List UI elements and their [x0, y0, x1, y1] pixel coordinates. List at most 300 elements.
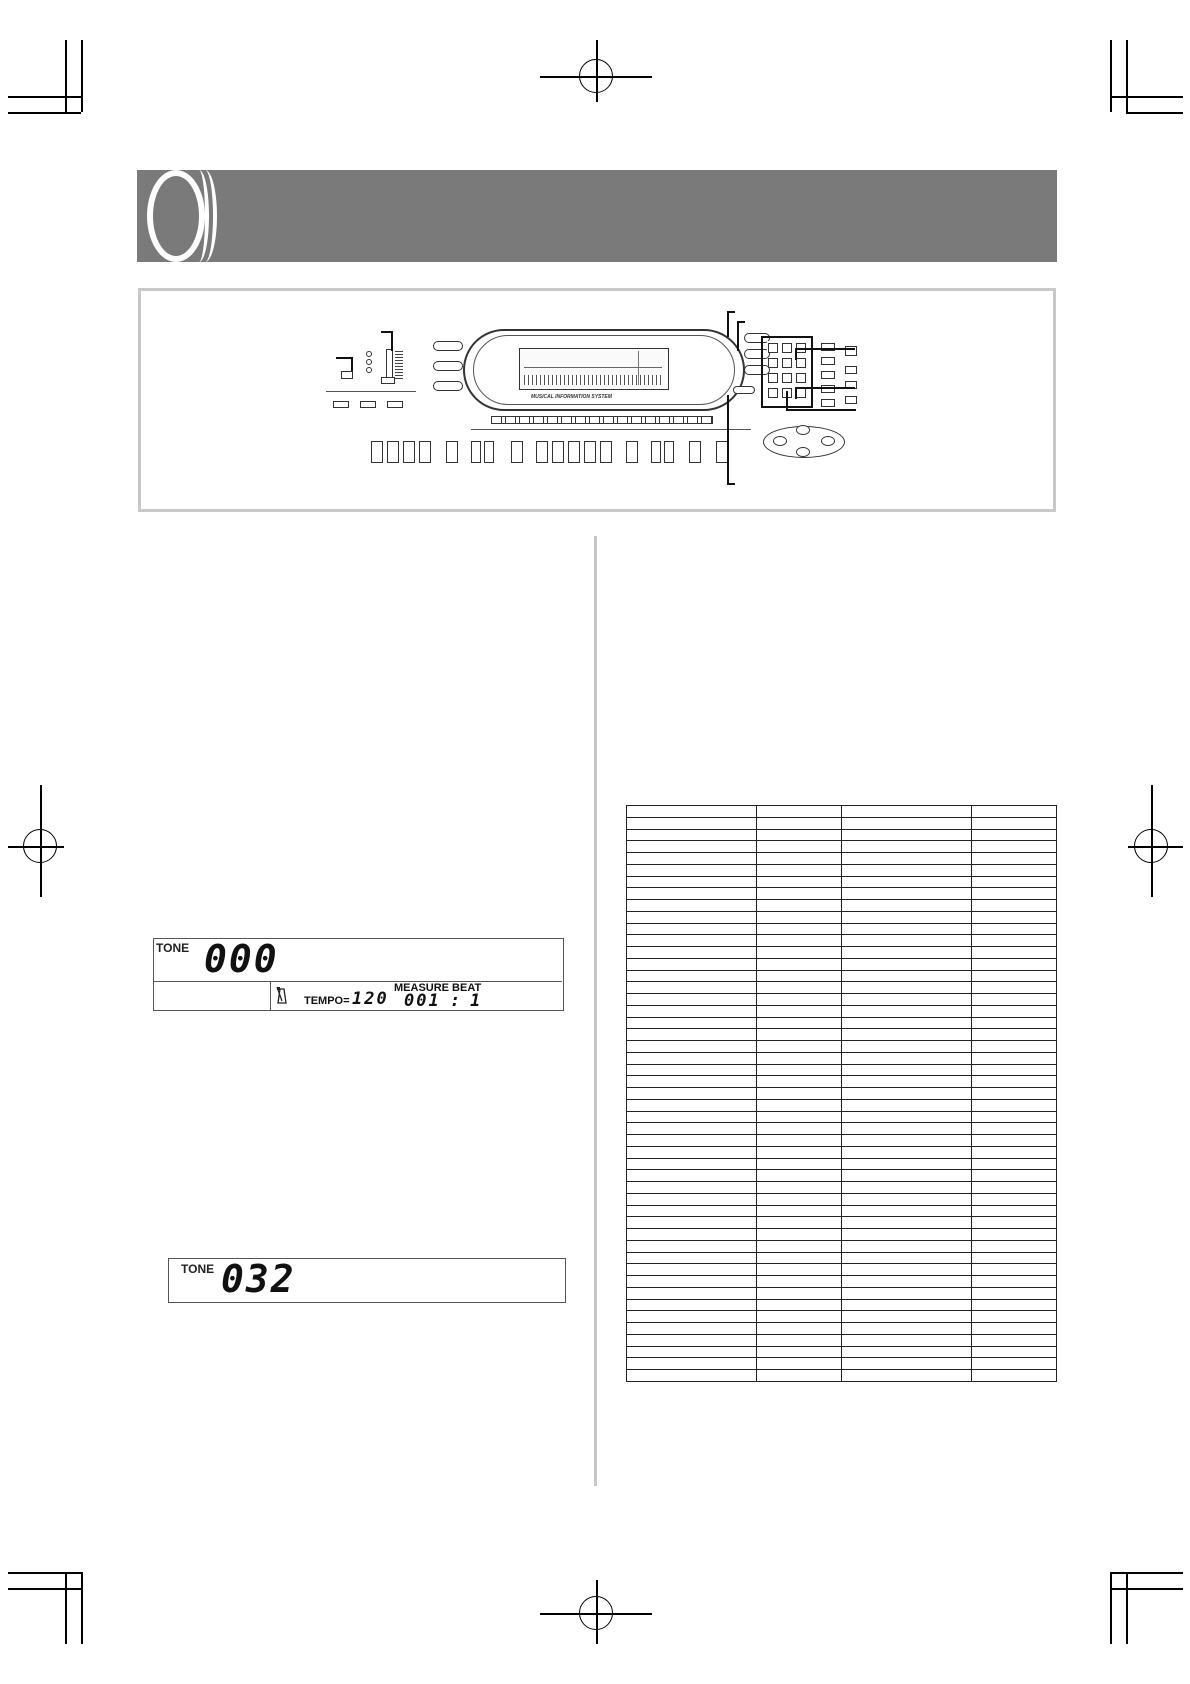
crop-mark: [65, 1572, 67, 1644]
table-cell: [757, 1240, 842, 1252]
table-cell: [627, 1276, 757, 1288]
table-row: [627, 1099, 1057, 1111]
table-cell: [627, 1146, 757, 1158]
table-cell: [757, 994, 842, 1006]
left-function-button: [433, 381, 463, 391]
table-cell: [757, 911, 842, 923]
table-cell: [842, 1088, 972, 1100]
tempo-value: 120: [352, 989, 389, 1009]
table-cell: [842, 1358, 972, 1370]
table-cell: [972, 1370, 1057, 1382]
cursor-right-button: [821, 436, 835, 446]
bottom-button: [600, 441, 612, 463]
crop-mark: [1110, 1572, 1112, 1644]
callout-line: [727, 311, 735, 313]
table-cell: [842, 1170, 972, 1182]
table-cell: [757, 817, 842, 829]
table-cell: [972, 864, 1057, 876]
callout-line: [737, 321, 739, 351]
table-cell: [842, 958, 972, 970]
bottom-button: [471, 441, 481, 463]
lcd-screen: [519, 348, 669, 390]
bottom-button: [387, 441, 399, 463]
crop-mark: [81, 1572, 83, 1644]
table-row: [627, 1064, 1057, 1076]
table-cell: [757, 935, 842, 947]
table-row: [627, 806, 1057, 818]
tone-label: TONE: [181, 1262, 215, 1276]
bottom-button: [568, 441, 580, 463]
tone-list-table: [626, 805, 1057, 1382]
table-cell: [842, 970, 972, 982]
table-cell: [972, 958, 1057, 970]
table-cell: [972, 876, 1057, 888]
table-row: [627, 1076, 1057, 1088]
table-cell: [972, 1334, 1057, 1346]
crop-mark: [1110, 1588, 1183, 1590]
table-cell: [627, 1370, 757, 1382]
table-row: [627, 1005, 1057, 1017]
table-cell: [842, 817, 972, 829]
crop-mark: [8, 112, 81, 114]
table-cell: [972, 817, 1057, 829]
table-cell: [972, 1005, 1057, 1017]
table-row: [627, 923, 1057, 935]
bottom-button: [536, 441, 548, 463]
bottom-button: [511, 441, 523, 463]
table-cell: [627, 1170, 757, 1182]
crop-mark: [1126, 40, 1128, 112]
table-cell: [842, 1240, 972, 1252]
table-cell: [627, 970, 757, 982]
table-row: [627, 1041, 1057, 1053]
crop-mark: [81, 40, 83, 112]
table-row: [627, 1217, 1057, 1229]
table-cell: [972, 1323, 1057, 1335]
measure-beat-separator: :: [450, 991, 463, 1011]
table-cell: [757, 1276, 842, 1288]
table-cell: [757, 1146, 842, 1158]
metronome-button: [333, 401, 349, 408]
table-cell: [627, 1287, 757, 1299]
cursor-left-button: [773, 436, 787, 446]
lcd-divider-horizontal: [154, 981, 562, 982]
table-cell: [842, 1182, 972, 1194]
table-cell: [842, 900, 972, 912]
table-cell: [842, 1217, 972, 1229]
table-cell: [972, 970, 1057, 982]
table-cell: [757, 829, 842, 841]
table-cell: [627, 994, 757, 1006]
table-cell: [842, 1193, 972, 1205]
crop-mark: [8, 1588, 81, 1590]
small-button: [381, 377, 395, 384]
table-cell: [842, 1276, 972, 1288]
table-cell: [627, 1029, 757, 1041]
panel-divider: [326, 391, 416, 392]
callout-line: [727, 311, 729, 337]
table-cell: [972, 1158, 1057, 1170]
table-row: [627, 1240, 1057, 1252]
table-row: [627, 864, 1057, 876]
table-cell: [627, 1346, 757, 1358]
number-key: [768, 373, 778, 383]
table-cell: [842, 1029, 972, 1041]
mode-led: [366, 367, 372, 373]
table-cell: [972, 1135, 1057, 1147]
tempo-label: TEMPO=: [304, 995, 350, 1007]
table-cell: [972, 900, 1057, 912]
table-row: [627, 970, 1057, 982]
keyboard-panel-illustration: [138, 288, 1056, 512]
callout-line: [336, 357, 353, 359]
table-row: [627, 1299, 1057, 1311]
table-row: [627, 958, 1057, 970]
lcd-display-tone-032: [168, 1258, 566, 1303]
table-cell: [972, 994, 1057, 1006]
crop-mark: [1110, 96, 1183, 98]
crop-mark: [1110, 1572, 1183, 1574]
table-cell: [627, 911, 757, 923]
panel-brand-text: MUSICAL INFORMATION SYSTEM: [531, 394, 612, 400]
table-cell: [972, 829, 1057, 841]
table-cell: [627, 1205, 757, 1217]
table-cell: [842, 982, 972, 994]
table-cell: [757, 1311, 842, 1323]
table-cell: [627, 829, 757, 841]
table-cell: [972, 1217, 1057, 1229]
crop-mark: [8, 1572, 81, 1574]
crop-mark: [1110, 40, 1112, 112]
table-cell: [972, 947, 1057, 959]
mode-leds: [366, 351, 372, 357]
table-cell: [627, 923, 757, 935]
table-cell: [757, 1123, 842, 1135]
table-row: [627, 900, 1057, 912]
table-row: [627, 817, 1057, 829]
number-key: [782, 373, 792, 383]
bottom-button: [371, 441, 383, 463]
table-cell: [757, 1064, 842, 1076]
table-cell: [842, 806, 972, 818]
table-cell: [842, 1264, 972, 1276]
right-function-button: [733, 386, 755, 394]
tone-label: TONE: [156, 941, 190, 955]
screen-keyboard-strip: [524, 375, 662, 385]
table-cell: [627, 1229, 757, 1241]
table-cell: [757, 1170, 842, 1182]
number-key: [782, 358, 792, 368]
table-cell: [842, 1064, 972, 1076]
table-cell: [627, 1017, 757, 1029]
number-key: [768, 388, 778, 398]
table-cell: [757, 1217, 842, 1229]
table-cell: [627, 1099, 757, 1111]
left-function-button: [433, 341, 463, 351]
measure-value: 001: [404, 991, 441, 1011]
table-cell: [972, 1299, 1057, 1311]
table-cell: [972, 841, 1057, 853]
table-cell: [757, 1158, 842, 1170]
table-cell: [972, 1146, 1057, 1158]
table-cell: [842, 876, 972, 888]
bottom-button: [552, 441, 564, 463]
callout-line: [786, 391, 788, 411]
table-cell: [627, 1182, 757, 1194]
tone-number: 000: [204, 937, 279, 981]
number-key: [796, 358, 806, 368]
table-cell: [757, 1358, 842, 1370]
table-cell: [972, 1111, 1057, 1123]
table-cell: [842, 1205, 972, 1217]
table-cell: [627, 1334, 757, 1346]
table-cell: [842, 1017, 972, 1029]
table-row: [627, 1205, 1057, 1217]
table-row: [627, 1370, 1057, 1382]
table-cell: [627, 1076, 757, 1088]
header-arc-decoration: [193, 170, 217, 262]
side-button: [821, 371, 835, 379]
table-cell: [757, 1052, 842, 1064]
bottom-button: [626, 441, 638, 463]
table-cell: [627, 1088, 757, 1100]
table-cell: [972, 1287, 1057, 1299]
number-key: [768, 343, 778, 353]
callout-line: [727, 483, 735, 485]
table-cell: [757, 1264, 842, 1276]
number-key: [768, 358, 778, 368]
number-key: [796, 373, 806, 383]
table-row: [627, 1229, 1057, 1241]
table-cell: [627, 1111, 757, 1123]
crop-mark: [65, 40, 67, 112]
table-row: [627, 982, 1057, 994]
bottom-button: [664, 441, 674, 463]
table-cell: [757, 841, 842, 853]
table-cell: [842, 1123, 972, 1135]
table-cell: [972, 923, 1057, 935]
table-cell: [842, 911, 972, 923]
table-cell: [972, 1358, 1057, 1370]
table-cell: [972, 1264, 1057, 1276]
table-cell: [842, 1287, 972, 1299]
table-row: [627, 888, 1057, 900]
table-cell: [627, 947, 757, 959]
table-cell: [627, 888, 757, 900]
table-cell: [627, 1311, 757, 1323]
callout-line: [727, 395, 729, 485]
table-cell: [757, 1182, 842, 1194]
table-row: [627, 876, 1057, 888]
volume-slider: [386, 349, 393, 379]
table-row: [627, 1358, 1057, 1370]
table-cell: [972, 853, 1057, 865]
table-cell: [627, 876, 757, 888]
table-cell: [972, 1123, 1057, 1135]
table-cell: [842, 1158, 972, 1170]
table-cell: [972, 1041, 1057, 1053]
table-cell: [972, 1311, 1057, 1323]
table-cell: [757, 947, 842, 959]
measure-beat-label: MEASURE BEAT: [394, 982, 482, 994]
table-row: [627, 1334, 1057, 1346]
table-row: [627, 1158, 1057, 1170]
table-row: [627, 1182, 1057, 1194]
table-cell: [757, 958, 842, 970]
table-cell: [972, 1193, 1057, 1205]
table-cell: [627, 1052, 757, 1064]
table-row: [627, 1170, 1057, 1182]
table-cell: [757, 1099, 842, 1111]
table-row: [627, 829, 1057, 841]
table-cell: [757, 970, 842, 982]
table-row: [627, 1111, 1057, 1123]
section-header-band: [137, 170, 1057, 262]
bottom-button: [651, 441, 661, 463]
bottom-button: [584, 441, 596, 463]
table-cell: [757, 1334, 842, 1346]
table-row: [627, 1052, 1057, 1064]
table-row: [627, 935, 1057, 947]
table-cell: [842, 1111, 972, 1123]
table-cell: [757, 900, 842, 912]
table-cell: [757, 1370, 842, 1382]
table-cell: [757, 1229, 842, 1241]
table-cell: [842, 888, 972, 900]
table-cell: [627, 841, 757, 853]
table-cell: [757, 1346, 842, 1358]
beat-value: 1: [470, 991, 483, 1011]
table-cell: [842, 829, 972, 841]
table-cell: [972, 911, 1057, 923]
table-cell: [757, 1041, 842, 1053]
table-cell: [627, 900, 757, 912]
tone-number: 032: [221, 1257, 296, 1301]
table-row: [627, 1029, 1057, 1041]
table-cell: [972, 935, 1057, 947]
side-indicator: [845, 366, 857, 374]
table-cell: [757, 853, 842, 865]
table-cell: [757, 1205, 842, 1217]
table-cell: [627, 1252, 757, 1264]
table-row: [627, 1311, 1057, 1323]
table-cell: [972, 1229, 1057, 1241]
table-cell: [627, 982, 757, 994]
table-cell: [842, 1252, 972, 1264]
table-cell: [627, 1323, 757, 1335]
column-divider: [594, 536, 597, 1486]
callout-line: [391, 331, 393, 351]
table-cell: [757, 1135, 842, 1147]
small-button: [360, 401, 376, 408]
table-cell: [627, 817, 757, 829]
table-cell: [757, 1252, 842, 1264]
table-cell: [972, 1182, 1057, 1194]
table-cell: [757, 1299, 842, 1311]
table-cell: [627, 1135, 757, 1147]
table-cell: [627, 935, 757, 947]
table-cell: [842, 994, 972, 1006]
table-cell: [972, 1099, 1057, 1111]
table-cell: [972, 1276, 1057, 1288]
table-cell: [842, 1311, 972, 1323]
table-cell: [842, 923, 972, 935]
bottom-button: [419, 441, 431, 463]
table-cell: [972, 1017, 1057, 1029]
table-cell: [842, 935, 972, 947]
table-cell: [842, 1229, 972, 1241]
metronome-icon: [274, 985, 290, 1005]
table-cell: [757, 1088, 842, 1100]
table-row: [627, 841, 1057, 853]
table-cell: [972, 1252, 1057, 1264]
table-row: [627, 1264, 1057, 1276]
table-cell: [842, 1299, 972, 1311]
number-key: [782, 343, 792, 353]
table-cell: [627, 1005, 757, 1017]
table-cell: [842, 841, 972, 853]
crop-mark: [8, 96, 81, 98]
lcd-display-tone-000: [153, 938, 564, 1011]
crop-mark: [1126, 1572, 1128, 1644]
table-row: [627, 1276, 1057, 1288]
bottom-button: [403, 441, 415, 463]
table-cell: [757, 1029, 842, 1041]
table-cell: [842, 864, 972, 876]
table-row: [627, 1346, 1057, 1358]
table-cell: [842, 1370, 972, 1382]
callout-line: [795, 387, 855, 389]
table-cell: [757, 1017, 842, 1029]
table-cell: [972, 888, 1057, 900]
table-cell: [627, 1041, 757, 1053]
table-cell: [972, 806, 1057, 818]
table-cell: [757, 1287, 842, 1299]
table-row: [627, 1146, 1057, 1158]
side-button: [821, 357, 835, 365]
table-row: [627, 853, 1057, 865]
table-row: [627, 1287, 1057, 1299]
table-cell: [972, 1064, 1057, 1076]
table-cell: [757, 876, 842, 888]
table-cell: [842, 1323, 972, 1335]
table-cell: [842, 853, 972, 865]
table-cell: [842, 1146, 972, 1158]
table-cell: [627, 1240, 757, 1252]
strip-divider: [471, 429, 751, 430]
table-cell: [842, 1099, 972, 1111]
table-row: [627, 1135, 1057, 1147]
bottom-button: [484, 441, 494, 463]
table-cell: [757, 806, 842, 818]
table-cell: [757, 888, 842, 900]
table-cell: [627, 853, 757, 865]
table-cell: [757, 1323, 842, 1335]
mode-led: [366, 359, 372, 365]
tone-selector-strip: [491, 416, 713, 424]
table-cell: [972, 1076, 1057, 1088]
cursor-down-button: [796, 447, 810, 457]
table-cell: [842, 1005, 972, 1017]
callout-line: [737, 321, 745, 323]
table-cell: [627, 864, 757, 876]
lcd-divider-vertical: [270, 981, 271, 1010]
table-cell: [627, 1264, 757, 1276]
table-row: [627, 911, 1057, 923]
table-cell: [627, 1193, 757, 1205]
table-cell: [972, 982, 1057, 994]
table-cell: [757, 1111, 842, 1123]
